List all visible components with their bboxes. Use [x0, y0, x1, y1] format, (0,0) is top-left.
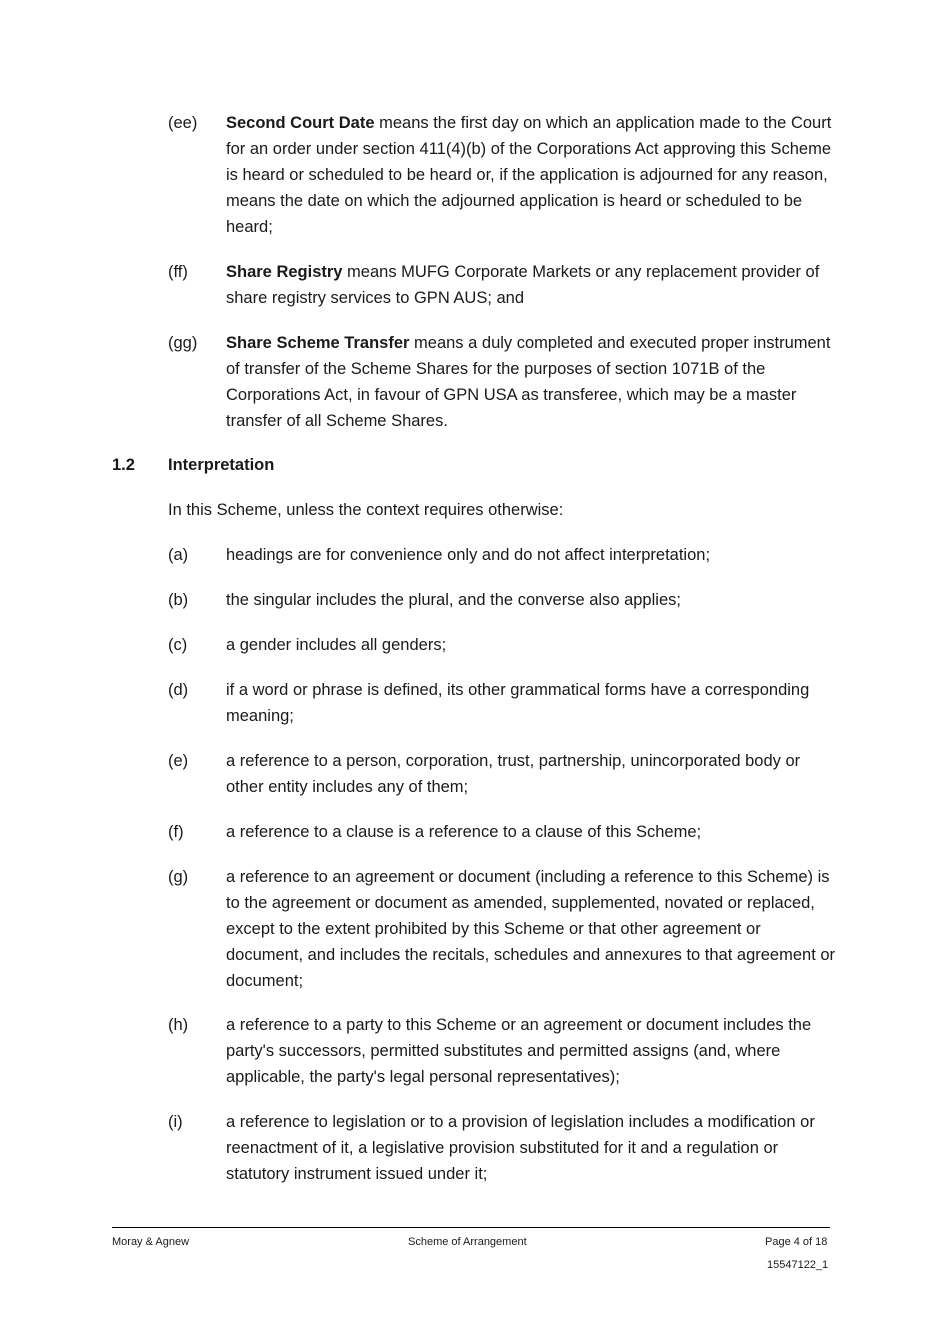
definition-body: means a duly completed and executed proper instrument of transfer of the Scheme Shares for the purposes of section 1071B of the Corporations Act, in favour of GPN USA as transferee, which may be a master transfer of all Scheme Shares. — [226, 334, 831, 430]
list-item-i — [168, 1109, 838, 1187]
definition-ee — [168, 110, 838, 240]
definition-text — [226, 259, 838, 311]
item-text: headings are for convenience only and do not affect interpretation; — [226, 546, 711, 564]
item-number: (c) — [168, 636, 188, 654]
definition-number: (ff) — [168, 263, 188, 281]
item-number: (f) — [168, 823, 184, 841]
item-number: (b) — [168, 591, 189, 609]
defined-term: Second Court Date — [226, 114, 375, 132]
definition-number: (gg) — [168, 334, 198, 352]
definition-text — [226, 330, 838, 434]
item-number: (g) — [168, 868, 189, 886]
footer-page-number: Page 4 of 18 — [765, 1236, 828, 1248]
list-item-g — [168, 864, 838, 994]
definition-number: (ee) — [168, 114, 198, 132]
item-number: (i) — [168, 1113, 183, 1131]
list-item-e — [168, 748, 838, 800]
item-text: a reference to an agreement or document (including a reference to this Scheme) is to the agreement or document as amended, supplemented, novated or replaced, except to the extent prohibited by this Scheme or that other agreement or document, and includes the recitals, schedules and annexures to that agreement or document; — [226, 868, 836, 990]
item-number: (h) — [168, 1016, 189, 1034]
list-item-h — [168, 1012, 838, 1090]
item-number: (e) — [168, 752, 189, 770]
list-item-c — [168, 632, 838, 658]
definition-body: means the first day on which an application made to the Court for an order under section 411(4)(b) of the Corporations Act approving this Scheme is heard or scheduled to be heard or, if the application is adjourned for any reason, means the date on which the adjourned application is heard or scheduled to be heard; — [226, 114, 832, 236]
footer-document-title: Scheme of Arrangement — [408, 1236, 527, 1248]
footer-firm-name: Moray & Agnew — [112, 1236, 190, 1248]
item-text: a gender includes all genders; — [226, 636, 447, 654]
section-heading — [112, 452, 274, 478]
section-number: 1.2 — [112, 456, 135, 474]
list-item-b — [168, 587, 838, 613]
defined-term: Share Registry — [226, 263, 343, 281]
list-item-a — [168, 542, 838, 568]
definition-body: means MUFG Corporate Markets or any replacement provider of share registry services to GPN AUS; and — [226, 263, 820, 307]
item-text: the singular includes the plural, and the converse also applies; — [226, 591, 681, 609]
definition-text — [226, 110, 838, 240]
item-text: a reference to a party to this Scheme or an agreement or document includes the party's successors, permitted substitutes and permitted assigns (and, where applicable, the party's legal personal representatives); — [226, 1016, 812, 1086]
item-number: (d) — [168, 681, 189, 699]
item-number: (a) — [168, 546, 189, 564]
section-title: Interpretation — [168, 456, 275, 474]
list-item-d — [168, 677, 838, 729]
footer-document-number: 15547122_1 — [767, 1259, 829, 1271]
intro-paragraph: In this Scheme, unless the context requires otherwise: — [168, 501, 564, 519]
item-text: if a word or phrase is defined, its other grammatical forms have a corresponding meaning; — [226, 681, 810, 725]
definition-ff — [168, 259, 838, 311]
item-text: a reference to a clause is a reference to a clause of this Scheme; — [226, 823, 702, 841]
footer-divider — [112, 1227, 830, 1228]
item-text: a reference to legislation or to a provision of legislation includes a modification or reenactment of it, a legislative provision substituted for it and a regulation or statutory instrument issued under it; — [226, 1113, 815, 1183]
definition-gg — [168, 330, 838, 434]
list-item-f — [168, 819, 838, 845]
item-text: a reference to a person, corporation, trust, partnership, unincorporated body or other entity includes any of them; — [226, 752, 801, 796]
defined-term: Share Scheme Transfer — [226, 334, 410, 352]
